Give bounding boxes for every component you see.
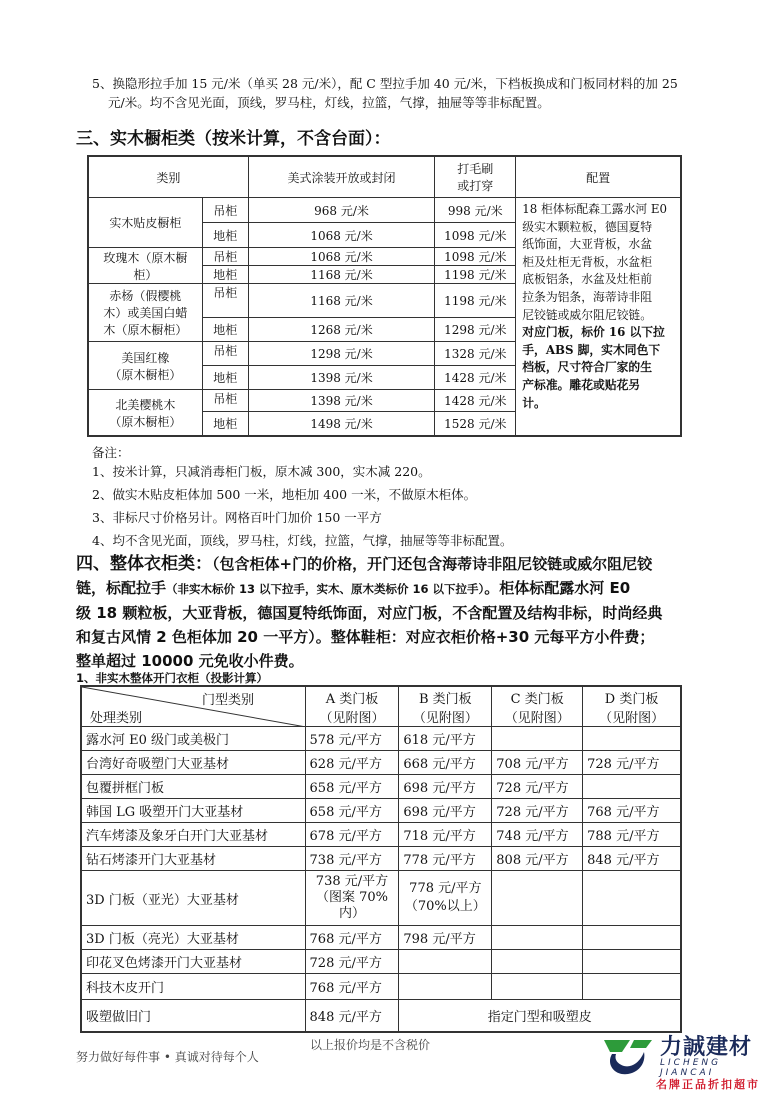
logo-slogan: 名牌正品折扣超市	[656, 1078, 760, 1091]
table-row: 吸塑做旧门 848 元/平方 指定门型和吸塑皮	[82, 1000, 681, 1032]
group-red-oak: 美国红橡 （原木橱柜）	[89, 342, 203, 390]
cell-price: 998 元/米	[435, 198, 516, 223]
cell-price: 1528 元/米	[435, 412, 516, 436]
cell-price: 968 元/米	[248, 198, 435, 223]
section-4-title: 四、整体衣柜类：	[76, 554, 212, 574]
logo-mark-icon	[600, 1032, 656, 1080]
table-row: 钻石烤漆开门大亚基材 738 元/平方 778 元/平方 808 元/平方 848 元/平方	[82, 847, 681, 871]
cell-price: 1068 元/米	[248, 248, 435, 266]
cell-type: 地柜	[202, 318, 248, 342]
cell-type: 地柜	[202, 412, 248, 436]
table-row: 3D 门板（亮光）大亚基材 768 元/平方 798 元/平方	[82, 926, 681, 950]
group-veneer: 实木贴皮橱柜	[89, 198, 203, 248]
footer-motto: 努力做好每件事 • 真诚对待每个人	[76, 1050, 259, 1064]
cell-price: 1298 元/米	[248, 342, 435, 366]
header-b: B 类门板 （见附图）	[399, 687, 492, 727]
note-4: 4、均不含见光面，顶线，罗马柱，灯线，拉篮，气撑，抽屉等等非标配置。	[92, 533, 513, 548]
cell-price: 1298 元/米	[435, 318, 516, 342]
table-row: 印花叉色烤漆开门大亚基材 728 元/平方	[82, 950, 681, 974]
cell-type: 吊柜	[202, 390, 248, 412]
cell-type: 地柜	[202, 223, 248, 248]
cell-type: 地柜	[202, 366, 248, 390]
header-d: D 类门板 （见附图）	[583, 687, 681, 727]
table-row: 包覆拼框门板 658 元/平方 698 元/平方 728 元/平方	[82, 775, 681, 799]
cell-type: 吊柜	[202, 342, 248, 366]
note-1: 1、按米计算，只减消毒柜门板，原木减 300，实木减 220。	[92, 464, 431, 479]
intro-item-5-line2: 元/米。均不含见光面，顶线，罗马柱，灯线，拉篮，气撑，抽屉等等非标配置。	[108, 95, 550, 110]
table-row: 露水河 E0 级门或美极门 578 元/平方 618 元/平方	[82, 727, 681, 751]
header-c: C 类门板 （见附图）	[492, 687, 583, 727]
cell-price: 1268 元/米	[248, 318, 435, 342]
header-category: 类别	[89, 157, 249, 198]
cell-price: 1168 元/米	[248, 284, 435, 318]
cell-price: 1398 元/米	[248, 390, 435, 412]
table-row: 3D 门板（亚光）大亚基材 738 元/平方 （图案 70% 内） 778 元/平方 （70%以上）	[82, 871, 681, 926]
cell-price: 1198 元/米	[435, 266, 516, 284]
cell-price: 1428 元/米	[435, 366, 516, 390]
cell-price: 1328 元/米	[435, 342, 516, 366]
cell-price: 1198 元/米	[435, 284, 516, 318]
table-row: 科技木皮开门 768 元/平方	[82, 974, 681, 1000]
header-a: A 类门板 （见附图）	[305, 687, 399, 727]
header-config: 配置	[516, 157, 681, 198]
notes-label: 备注：	[92, 445, 130, 460]
group-cherry: 北美樱桃木 （原木橱柜）	[89, 390, 203, 436]
section-3-title: 三、实木橱柜类（按米计算，不含台面）：	[76, 129, 391, 149]
logo-name: 力誠建材	[660, 1035, 753, 1060]
cell-type: 吊柜	[202, 198, 248, 223]
tax-note: 以上报价均是不含税价	[310, 1038, 431, 1052]
cell-price: 1098 元/米	[435, 223, 516, 248]
cell-price: 1398 元/米	[248, 366, 435, 390]
cell-type: 吊柜	[202, 248, 248, 266]
cell-price: 1428 元/米	[435, 390, 516, 412]
cell-price: 1068 元/米	[248, 223, 435, 248]
group-alder: 赤杨（假樱桃 木）或美国白蜡 木（原木橱柜）	[89, 284, 203, 342]
diagonal-header: 门型类别 处理类别	[82, 687, 306, 727]
cell-price: 1168 元/米	[248, 266, 435, 284]
note-2: 2、做实木贴皮柜体加 500 一米，地柜加 400 一米，不做原木柜体。	[92, 487, 477, 502]
wardrobe-subtitle: 1、非实木整体开门衣柜（投影计算）	[76, 671, 268, 685]
header-paint: 美式涂装开放或封闭	[248, 157, 435, 198]
cell-price: 1498 元/米	[248, 412, 435, 436]
company-logo	[600, 1030, 770, 1096]
table-row: 韩国 LG 吸塑开门大亚基材 658 元/平方 698 元/平方 728 元/平方 768 元/平方	[82, 799, 681, 823]
note-3: 3、非标尺寸价格另计。网格百叶门加价 150 一平方	[92, 510, 382, 525]
group-rosewood: 玫瑰木（原木橱 柜）	[89, 248, 203, 284]
header-brush: 打毛刷 或打穿	[435, 157, 516, 198]
cell-type: 地柜	[202, 266, 248, 284]
solid-wood-cabinet-table	[88, 156, 681, 436]
table-row: 台湾好奇吸塑门大亚基材 628 元/平方 668 元/平方 708 元/平方 728 元/平方	[82, 751, 681, 775]
cell-price: 1098 元/米	[435, 248, 516, 266]
table-row: 汽车烤漆及象牙白开门大亚基材 678 元/平方 718 元/平方 748 元/平方 788 元/平方	[82, 823, 681, 847]
logo-pinyin: LICHENG JIANCAI	[660, 1058, 722, 1078]
section-4-paragraph: 四、整体衣柜类：（包含柜体+门的价格，开门还包含海蒂诗非阻尼铰链或威尔阻尼铰 链，标配拉手（非实木标价 13 以下拉手，实木、原木类标价 16 以下拉手）。柜体标配露水河 E0 级 18 颗粒板，大亚背板，德国夏特纸饰面，对应门板，不含配置及结构非标，时尚经典 和复古风情 2 色柜体加 20 一平方）。整体鞋柜：对应衣柜价格+30 元每平方小件费； 整单超过 10000 元免收小件费。	[76, 554, 663, 670]
cell-type: 吊柜	[202, 284, 248, 318]
config-description: 18 柜体标配森工露水河 E0 级实木颗粒板，德国夏特 纸饰面，大亚背板，水盆 柜及灶柜无背板，水盆柜 底板铝条，水盆及灶柜前 拉条为铝条，海蒂诗非阻 尼铰链或威尔阻尼铰链。 对应门板，标价 16 以下拉 手，ABS 脚，实木同色下 档板，尺寸符合厂家的生 产标准。雕花或贴花另 计。	[516, 198, 681, 436]
intro-item-5-line1: 5、换隐形拉手加 15 元/米（单买 28 元/米），配 C 型拉手加 40 元/米，下档板换成和门板同材料的加 25	[92, 76, 678, 91]
wardrobe-price-table	[81, 686, 681, 1032]
